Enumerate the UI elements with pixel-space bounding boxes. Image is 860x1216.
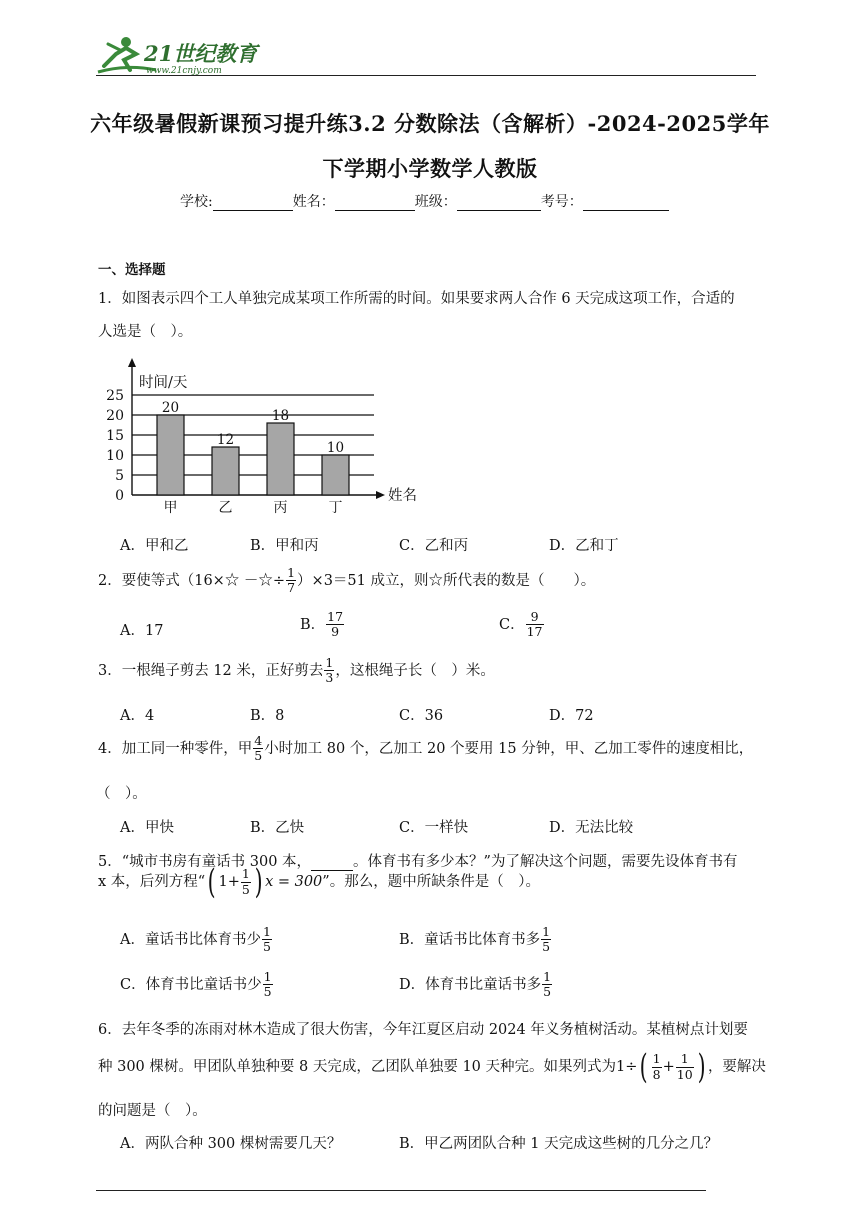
document-title-line2: 下学期小学数学人教版 (322, 156, 538, 181)
bar (267, 423, 294, 495)
q5-option-d[interactable]: D．体育书比童话书多 $\frac{1}{5}$ (399, 969, 552, 1000)
q4-option-d[interactable]: D．无法比较 (549, 820, 634, 836)
q2-option-b[interactable]: B． $\frac{17}{9}$ (300, 609, 344, 640)
logo-url: www.21cnjy.com (146, 66, 222, 76)
q3-option-a[interactable]: A．4 (120, 708, 155, 724)
q2-option-c-fraction: $\frac{9}{17}$ (526, 609, 543, 640)
q4-option-a[interactable]: A．甲快 (120, 820, 174, 836)
footer-rule (96, 1190, 706, 1191)
bar-chart (100, 355, 430, 520)
bar (212, 447, 239, 495)
q6-text-line3: 的问题是（ ）。 (98, 1103, 207, 1119)
q1-option-b[interactable]: B．甲和丙 (250, 538, 319, 554)
y-axis-arrow-icon (128, 358, 136, 367)
x-axis-arrow-icon (376, 491, 385, 499)
q4-option-b[interactable]: B．乙快 (250, 820, 305, 836)
school-blank[interactable] (213, 194, 293, 211)
q1-option-a[interactable]: A．甲和乙 (120, 538, 189, 554)
q3-option-c[interactable]: C．36 (399, 708, 444, 724)
q2-text-post: ）×3＝51 成立，则☆所代表的数是（ ）。 (297, 572, 596, 589)
q2-option-c[interactable]: C． $\frac{9}{17}$ (499, 609, 543, 640)
bar-value-label: 10 (326, 440, 345, 456)
class-blank[interactable] (457, 194, 541, 211)
y-tick-label: 15 (106, 428, 124, 444)
section-heading: 一、选择题 (98, 262, 166, 278)
bar-value-label: 12 (216, 432, 235, 448)
logo (96, 36, 266, 76)
x-axis-title: 姓名 (388, 488, 417, 504)
bar (157, 415, 184, 495)
q2-option-a[interactable]: A．17 (120, 623, 164, 639)
q6-text-line2: 种 300 棵树。甲团队单独种要 8 天完成，乙团队单独要 10 天种完。如果列式为1÷( $\frac{1}{8}$ + $\frac{1}{10}$ ) ，要解决 (98, 1047, 766, 1087)
header-rule (96, 75, 756, 76)
document-title-line1: 六年级暑假新课预习提升练3.2 分数除法（含解析）-2024-2025学年 (90, 111, 770, 136)
bar (322, 455, 349, 495)
bar-value-label: 20 (161, 400, 180, 416)
q1-text-line2: 人选是（ ）。 (98, 324, 193, 340)
q3-fraction: $\frac{1}{3}$ (325, 655, 334, 686)
q6-text-line1: 6．去年冬季的冻雨对林木造成了很大伤害，今年江夏区启动 2024 年义务植树活动。某植树点计划要 (98, 1022, 748, 1038)
q1-option-c[interactable]: C．乙和丙 (399, 538, 469, 554)
y-tick-label: 20 (106, 408, 124, 424)
name-label: 姓名： (292, 194, 335, 210)
q3-option-d[interactable]: D．72 (549, 708, 594, 724)
bar-value-label: 18 (271, 408, 290, 424)
class-label: 班级： (414, 194, 457, 210)
q4-fraction: $\frac{4}{5}$ (254, 733, 263, 764)
q5-option-c[interactable]: C．体育书比童话书少 $\frac{1}{5}$ (120, 969, 272, 1000)
runner-logo-icon (96, 36, 266, 76)
y-axis-title: 时间/天 (139, 375, 188, 391)
q2-text-pre: 2．要使等式（16×☆ －☆÷ (98, 572, 286, 589)
y-tick-label: 5 (115, 468, 124, 484)
student-info-line (180, 191, 669, 211)
q5-option-b[interactable]: B．童话书比体育书多 $\frac{1}{5}$ (399, 924, 551, 955)
x-category-label: 甲 (163, 500, 178, 516)
logo-text: 21世纪教育 (144, 41, 258, 66)
q3-text: 3．一根绳子剪去 12 米，正好剪去 $\frac{1}{3}$ ，这根绳子长（ ）米。 (98, 655, 495, 686)
x-category-label: 丁 (328, 500, 343, 516)
school-label: 学校: (180, 194, 213, 210)
exam-no-blank[interactable] (583, 194, 669, 211)
q5-option-a[interactable]: A．童话书比体育书少 $\frac{1}{5}$ (120, 924, 271, 955)
q2-fraction: $\frac{1}{7}$ (287, 565, 296, 596)
x-category-label: 丙 (273, 500, 288, 516)
q1-text-line1: 1．如图表示四个工人单独完成某项工作所需的时间。如果要求两人合作 6 天完成这项工作，合适的 (98, 291, 735, 307)
q5-text-line1: 5．“城市书房有童话书 300 本， 。体育书有多少本？”为了解决这个问题，需要先设体育书有 (98, 854, 738, 870)
x-category-label: 乙 (218, 500, 233, 516)
q4-option-c[interactable]: C．一样快 (399, 820, 469, 836)
q5-text-line2: x 本，后列方程“( 1+ $\frac{1}{5}$ ) x = 300”。那么，题中所缺条件是（ ）。 (98, 862, 540, 902)
y-tick-label: 10 (106, 448, 124, 464)
name-blank[interactable] (335, 194, 415, 211)
q2-option-b-fraction: $\frac{17}{9}$ (327, 609, 344, 640)
q5-equation-fraction: $\frac{1}{5}$ (241, 866, 250, 897)
q2-text (98, 566, 595, 596)
y-tick-label: 25 (106, 388, 124, 404)
q4-text-line2: （ ）。 (96, 786, 147, 802)
q3-option-b[interactable]: B．8 (250, 708, 285, 724)
exam-no-label: 考号： (540, 194, 583, 210)
q6-option-a[interactable]: A．两队合种 300 棵树需要几天？ (120, 1136, 342, 1152)
q1-option-d[interactable]: D．乙和丁 (549, 538, 619, 554)
q4-text-line1: 4．加工同一种零件，甲 $\frac{4}{5}$ 小时加工 80 个，乙加工 20 个要用 15 分钟，甲、乙加工零件的速度相比， (98, 733, 754, 764)
y-tick-label: 0 (115, 488, 124, 504)
q6-option-b[interactable]: B．甲乙两团队合种 1 天完成这些树的几分之几？ (399, 1136, 719, 1152)
